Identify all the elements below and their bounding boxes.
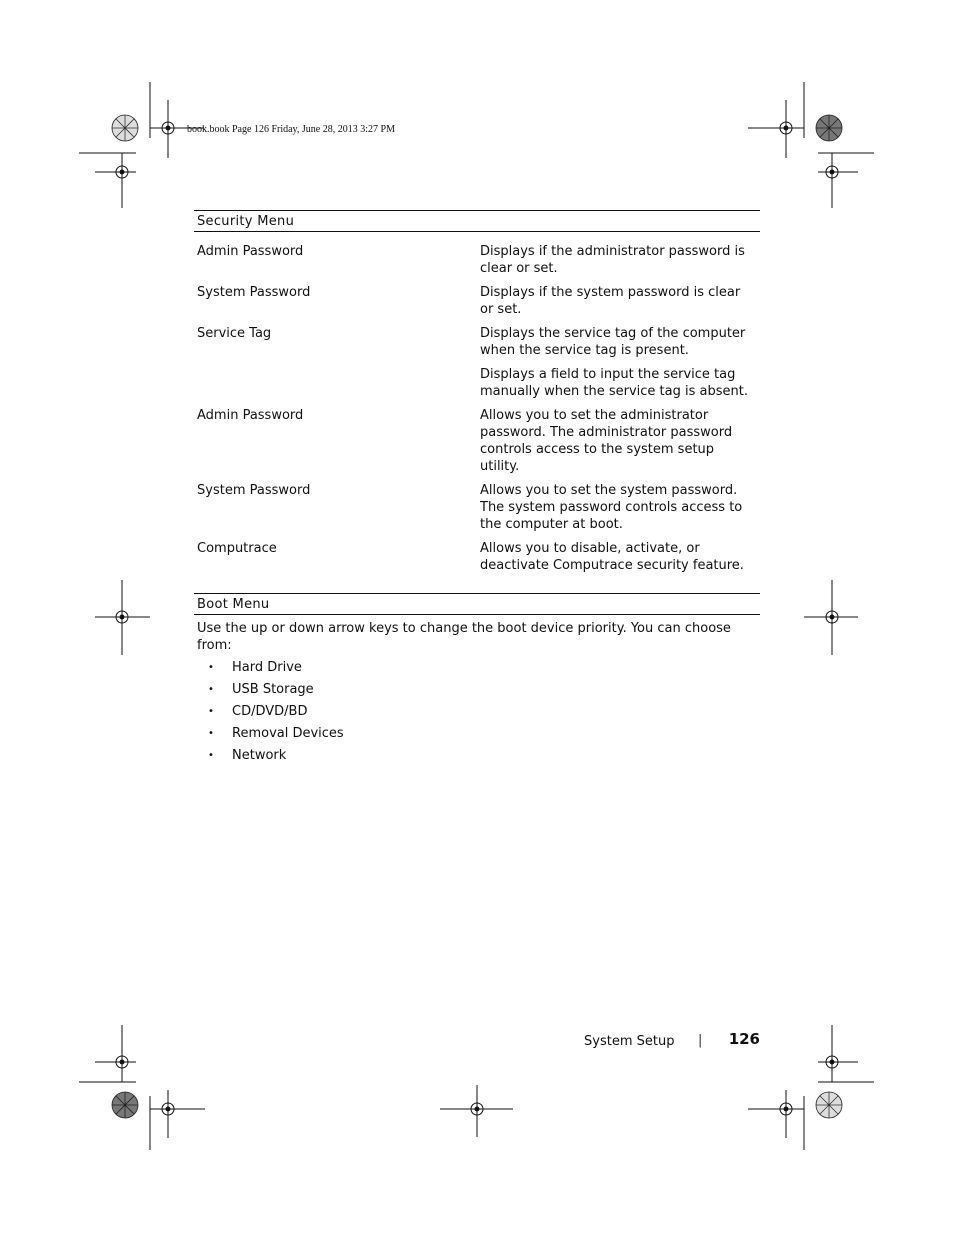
boot-device-label: Removal Devices xyxy=(232,726,344,741)
boot-device-label: Network xyxy=(232,748,287,763)
option-name: System Password xyxy=(197,483,311,498)
footer-section-name: System Setup xyxy=(584,1034,675,1049)
print-slug-line: book.book Page 126 Friday, June 28, 2013 3:27 PM xyxy=(187,124,395,135)
boot-menu-body xyxy=(197,620,760,769)
option-name: Service Tag xyxy=(197,326,272,341)
boot-menu-intro: Use the up or down arrow keys to change the boot device priority. You can choose from: xyxy=(197,621,731,653)
bullet-icon: • xyxy=(208,728,214,739)
boot-device-label: CD/DVD/BD xyxy=(232,704,308,719)
table-row xyxy=(197,366,757,400)
list-item xyxy=(197,703,760,725)
footer-divider: | xyxy=(698,1033,703,1048)
list-item xyxy=(197,747,760,769)
option-description: Displays the service tag of the computer when the service tag is present. xyxy=(480,326,746,358)
bullet-icon: • xyxy=(208,662,214,673)
list-item xyxy=(197,725,760,747)
option-name: Admin Password xyxy=(197,244,304,259)
list-item xyxy=(197,681,760,703)
boot-device-list xyxy=(197,659,760,769)
option-name: Computrace xyxy=(197,541,277,556)
table-row xyxy=(197,482,757,533)
option-name xyxy=(197,366,480,400)
table-row xyxy=(197,284,757,318)
option-name: System Password xyxy=(197,285,311,300)
boot-menu-heading: Boot Menu xyxy=(194,593,760,615)
bullet-icon: • xyxy=(208,706,214,717)
table-row xyxy=(197,540,757,574)
option-name: Admin Password xyxy=(197,408,304,423)
option-description: Allows you to set the administrator password. The administrator password controls access to the system setup utility. xyxy=(480,408,733,474)
bullet-icon: • xyxy=(208,750,214,761)
table-row xyxy=(197,407,757,475)
option-description: Allows you to set the system password. The system password controls access to the computer at boot. xyxy=(480,483,743,532)
option-description: Displays if the system password is clear or set. xyxy=(480,285,741,317)
boot-device-label: Hard Drive xyxy=(232,660,302,675)
page-number: 126 xyxy=(728,1030,760,1048)
bullet-icon: • xyxy=(208,684,214,695)
option-description: Allows you to disable, activate, or deactivate Computrace security feature. xyxy=(480,541,744,573)
option-description: Displays if the administrator password is clear or set. xyxy=(480,244,745,276)
boot-device-label: USB Storage xyxy=(232,682,314,697)
table-row xyxy=(197,243,757,277)
list-item xyxy=(197,659,760,681)
security-menu-heading: Security Menu xyxy=(194,210,760,232)
table-row xyxy=(197,325,757,359)
security-menu-table xyxy=(197,236,757,574)
option-description: Displays a field to input the service tag manually when the service tag is absent. xyxy=(480,367,748,399)
